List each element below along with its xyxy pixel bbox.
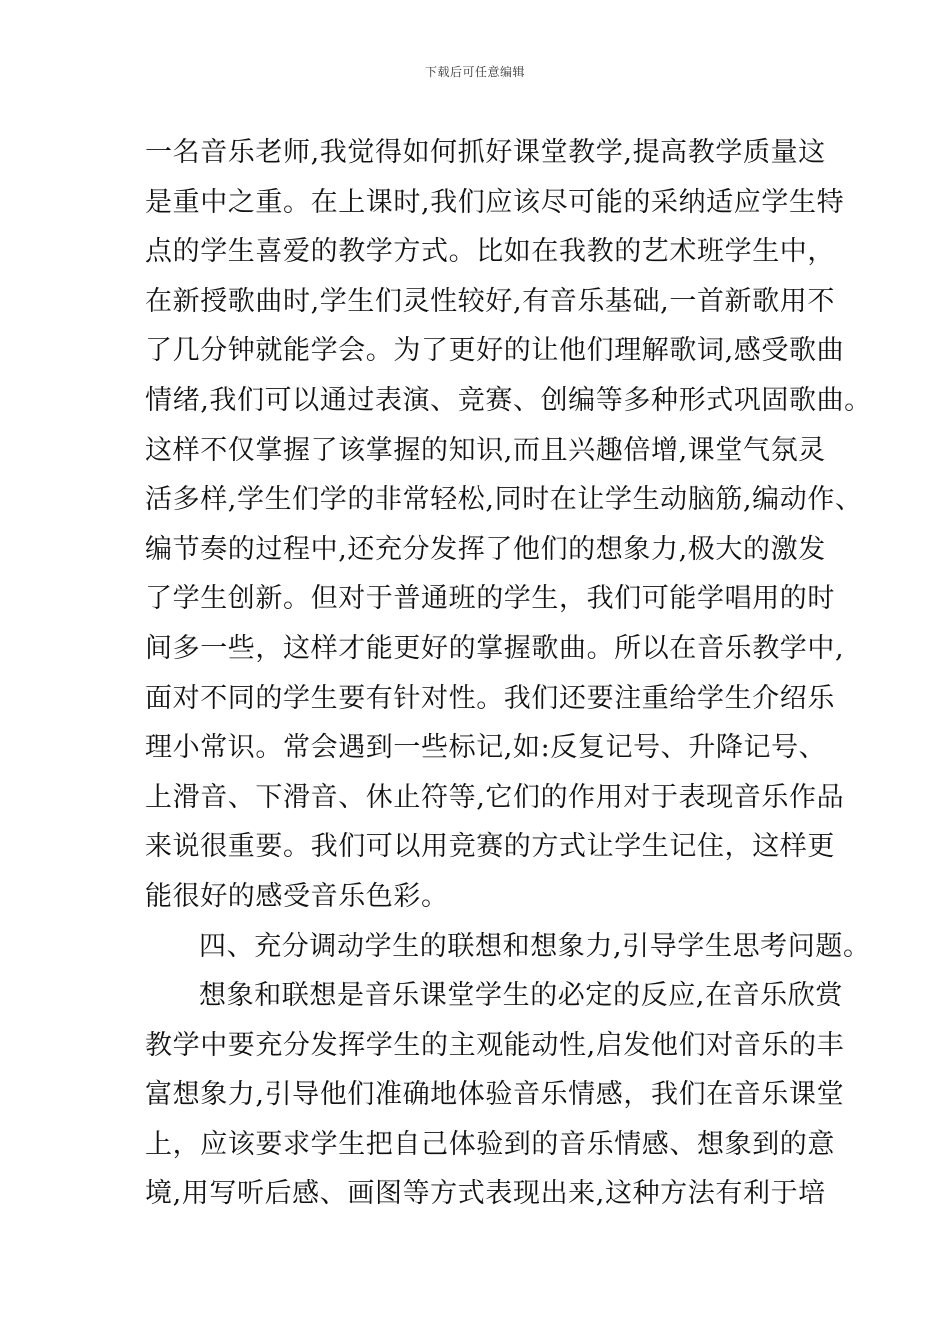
text-line: 境,用写听后感、画图等方式表现出来,这种方法有利于培 bbox=[145, 1178, 826, 1210]
text-line: 上，应该要求学生把自己体验到的音乐情感、想象到的意 bbox=[145, 1128, 835, 1160]
text-line: 富想象力,引导他们准确地体验音乐情感，我们在音乐课堂 bbox=[145, 1079, 845, 1111]
text-line: 想象和联想是音乐课堂学生的必定的反应,在音乐欣赏 bbox=[199, 980, 843, 1012]
text-line: 活多样,学生们学的非常轻松,同时在让学生动脑筋,编动作、 bbox=[145, 484, 863, 516]
text-line: 情绪,我们可以通过表演、竞赛、创编等多种形式巩固歌曲。 bbox=[145, 384, 872, 416]
text-line: 间多一些，这样才能更好的掌握歌曲。所以在音乐教学中, bbox=[145, 632, 845, 664]
text-line: 在新授歌曲时,学生们灵性较好,有音乐基础,一首新歌用不 bbox=[145, 285, 835, 317]
text-line: 了几分钟就能学会。为了更好的让他们理解歌词,感受歌曲 bbox=[145, 335, 845, 367]
text-line: 这样不仅掌握了该掌握的知识,而且兴趣倍增,课堂气氛灵 bbox=[145, 434, 826, 466]
text-line: 面对不同的学生要有针对性。我们还要注重给学生介绍乐 bbox=[145, 682, 835, 714]
text-line: 能很好的感受音乐色彩。 bbox=[145, 880, 449, 912]
text-line: 理小常识。常会遇到一些标记,如:反复记号、升降记号、 bbox=[145, 732, 827, 764]
text-line: 教学中要充分发挥学生的主观能动性,启发他们对音乐的丰 bbox=[145, 1029, 845, 1061]
text-line: 上滑音、下滑音、休止符等,它们的作用对于表现音乐作品 bbox=[145, 781, 845, 813]
text-line: 了学生创新。但对于普通班的学生，我们可能学唱用的时 bbox=[145, 583, 835, 615]
text-line: 编节奏的过程中,还充分发挥了他们的想象力,极大的激发 bbox=[145, 533, 826, 565]
page-header: 下载后可任意编辑 bbox=[424, 65, 525, 79]
text-line: 是重中之重。在上课时,我们应该尽可能的采纳适应学生特 bbox=[145, 186, 845, 218]
text-line: 四、充分调动学生的联想和想象力,引导学生思考问题。 bbox=[199, 930, 871, 962]
text-line: 一名音乐老师,我觉得如何抓好课堂教学,提高教学质量这 bbox=[145, 137, 826, 168]
document-body bbox=[145, 128, 872, 1219]
text-line: 来说很重要。我们可以用竞赛的方式让学生记住，这样更 bbox=[145, 831, 835, 863]
text-line: 点的学生喜爱的教学方式。比如在我教的艺术班学生中， bbox=[145, 236, 835, 268]
